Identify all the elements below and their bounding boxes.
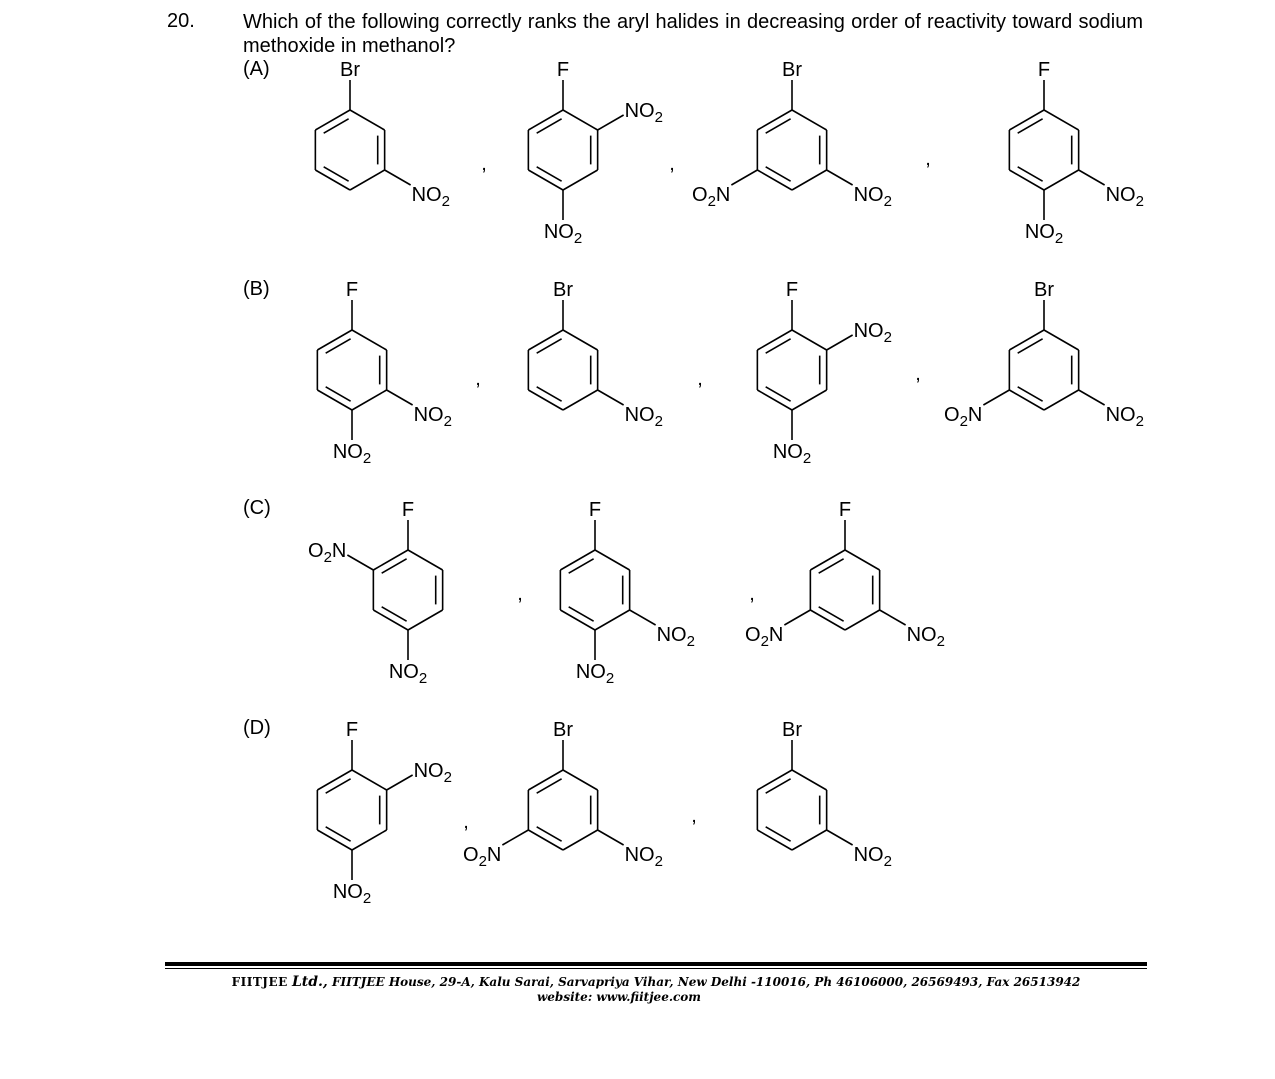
- footer-address-text: FIITJEE House, 29-A, Kalu Sarai, Sarvapriya Vihar, New Delhi -110016, Ph 46106000, 26569493, Fax 26513942: [332, 975, 1081, 989]
- compound-3-1: [308, 499, 443, 687]
- separator-comma: ,: [475, 368, 481, 390]
- top-substituent: F: [838, 499, 852, 521]
- separator-comma: ,: [669, 153, 675, 175]
- compound-2-2: [528, 279, 663, 430]
- lr-substituent: $NO_2$: [906, 624, 945, 650]
- option-label-b: (B): [243, 278, 270, 300]
- lr-substituent: $NO_2$: [624, 404, 663, 430]
- compound-1-4: [1009, 59, 1144, 247]
- top-substituent: Br: [553, 279, 573, 301]
- top-substituent: F: [1037, 59, 1051, 81]
- top-substituent: F: [556, 59, 570, 81]
- separator-comma: ,: [749, 583, 755, 605]
- top-substituent: Br: [782, 59, 802, 81]
- footer-website: website: www.fiitjee.com: [536, 990, 702, 1004]
- ur-substituent: $NO_2$: [413, 760, 452, 786]
- lr-substituent: $NO_2$: [413, 404, 452, 430]
- top-substituent: F: [345, 719, 359, 741]
- compound-4-1: [317, 719, 452, 907]
- bottom-substituent: $NO_2$: [772, 441, 812, 467]
- lr-substituent: $NO_2$: [853, 844, 892, 870]
- top-substituent: F: [345, 279, 359, 301]
- compound-3-3: [745, 499, 945, 650]
- compound-4-2: [463, 719, 663, 870]
- lr-substituent: $NO_2$: [853, 184, 892, 210]
- top-substituent: F: [401, 499, 415, 521]
- footer-ltd: Ltd.,: [291, 974, 328, 990]
- compound-4-3: [757, 719, 892, 870]
- lr-substituent: $NO_2$: [624, 844, 663, 870]
- top-substituent: F: [588, 499, 602, 521]
- footer-rule-thick: [165, 962, 1147, 966]
- separator-comma: ,: [697, 368, 703, 390]
- top-substituent: F: [785, 279, 799, 301]
- ur-substituent: $NO_2$: [624, 100, 663, 126]
- compound-2-4: [944, 279, 1144, 430]
- bottom-substituent: $NO_2$: [543, 221, 583, 247]
- ul-substituent: $O_2N$: [308, 540, 347, 566]
- separator-comma: ,: [463, 811, 469, 833]
- question-number: 20.: [167, 10, 195, 32]
- compound-1-1: [315, 59, 450, 210]
- footer-rule-thin: [165, 968, 1147, 969]
- lr-substituent: $NO_2$: [411, 184, 450, 210]
- top-substituent: Br: [1034, 279, 1054, 301]
- compound-2-1: [317, 279, 452, 467]
- ll-substituent: $O_2N$: [692, 184, 731, 210]
- lr-substituent: $NO_2$: [1105, 184, 1144, 210]
- compound-1-3: [692, 59, 892, 210]
- bottom-substituent: $NO_2$: [332, 881, 372, 907]
- bottom-substituent: $NO_2$: [388, 661, 428, 687]
- option-label-c: (C): [243, 497, 271, 519]
- top-substituent: Br: [553, 719, 573, 741]
- compound-1-2: [528, 59, 663, 247]
- top-substituent: Br: [782, 719, 802, 741]
- ur-substituent: $NO_2$: [853, 320, 892, 346]
- question-text: Which of the following correctly ranks the aryl halides in decreasing order of reactivity toward sodium methoxide in methanol?: [243, 11, 1143, 57]
- separator-comma: ,: [925, 148, 931, 170]
- ll-substituent: $O_2N$: [944, 404, 983, 430]
- footer-address: [165, 974, 1147, 990]
- separator-comma: ,: [481, 153, 487, 175]
- footer-brand: FIITJEE: [231, 975, 288, 989]
- separator-comma: ,: [915, 363, 921, 385]
- separator-comma: ,: [517, 583, 523, 605]
- ll-substituent: $O_2N$: [745, 624, 784, 650]
- bottom-substituent: $NO_2$: [332, 441, 372, 467]
- bottom-substituent: $NO_2$: [575, 661, 615, 687]
- compound-2-3: [757, 279, 892, 467]
- ll-substituent: $O_2N$: [463, 844, 502, 870]
- lr-substituent: $NO_2$: [1105, 404, 1144, 430]
- option-label-d: (D): [243, 717, 271, 739]
- separator-comma: ,: [691, 805, 697, 827]
- lr-substituent: $NO_2$: [656, 624, 695, 650]
- top-substituent: Br: [340, 59, 360, 81]
- compound-3-2: [560, 499, 695, 687]
- bottom-substituent: $NO_2$: [1024, 221, 1064, 247]
- option-label-a: (A): [243, 58, 270, 80]
